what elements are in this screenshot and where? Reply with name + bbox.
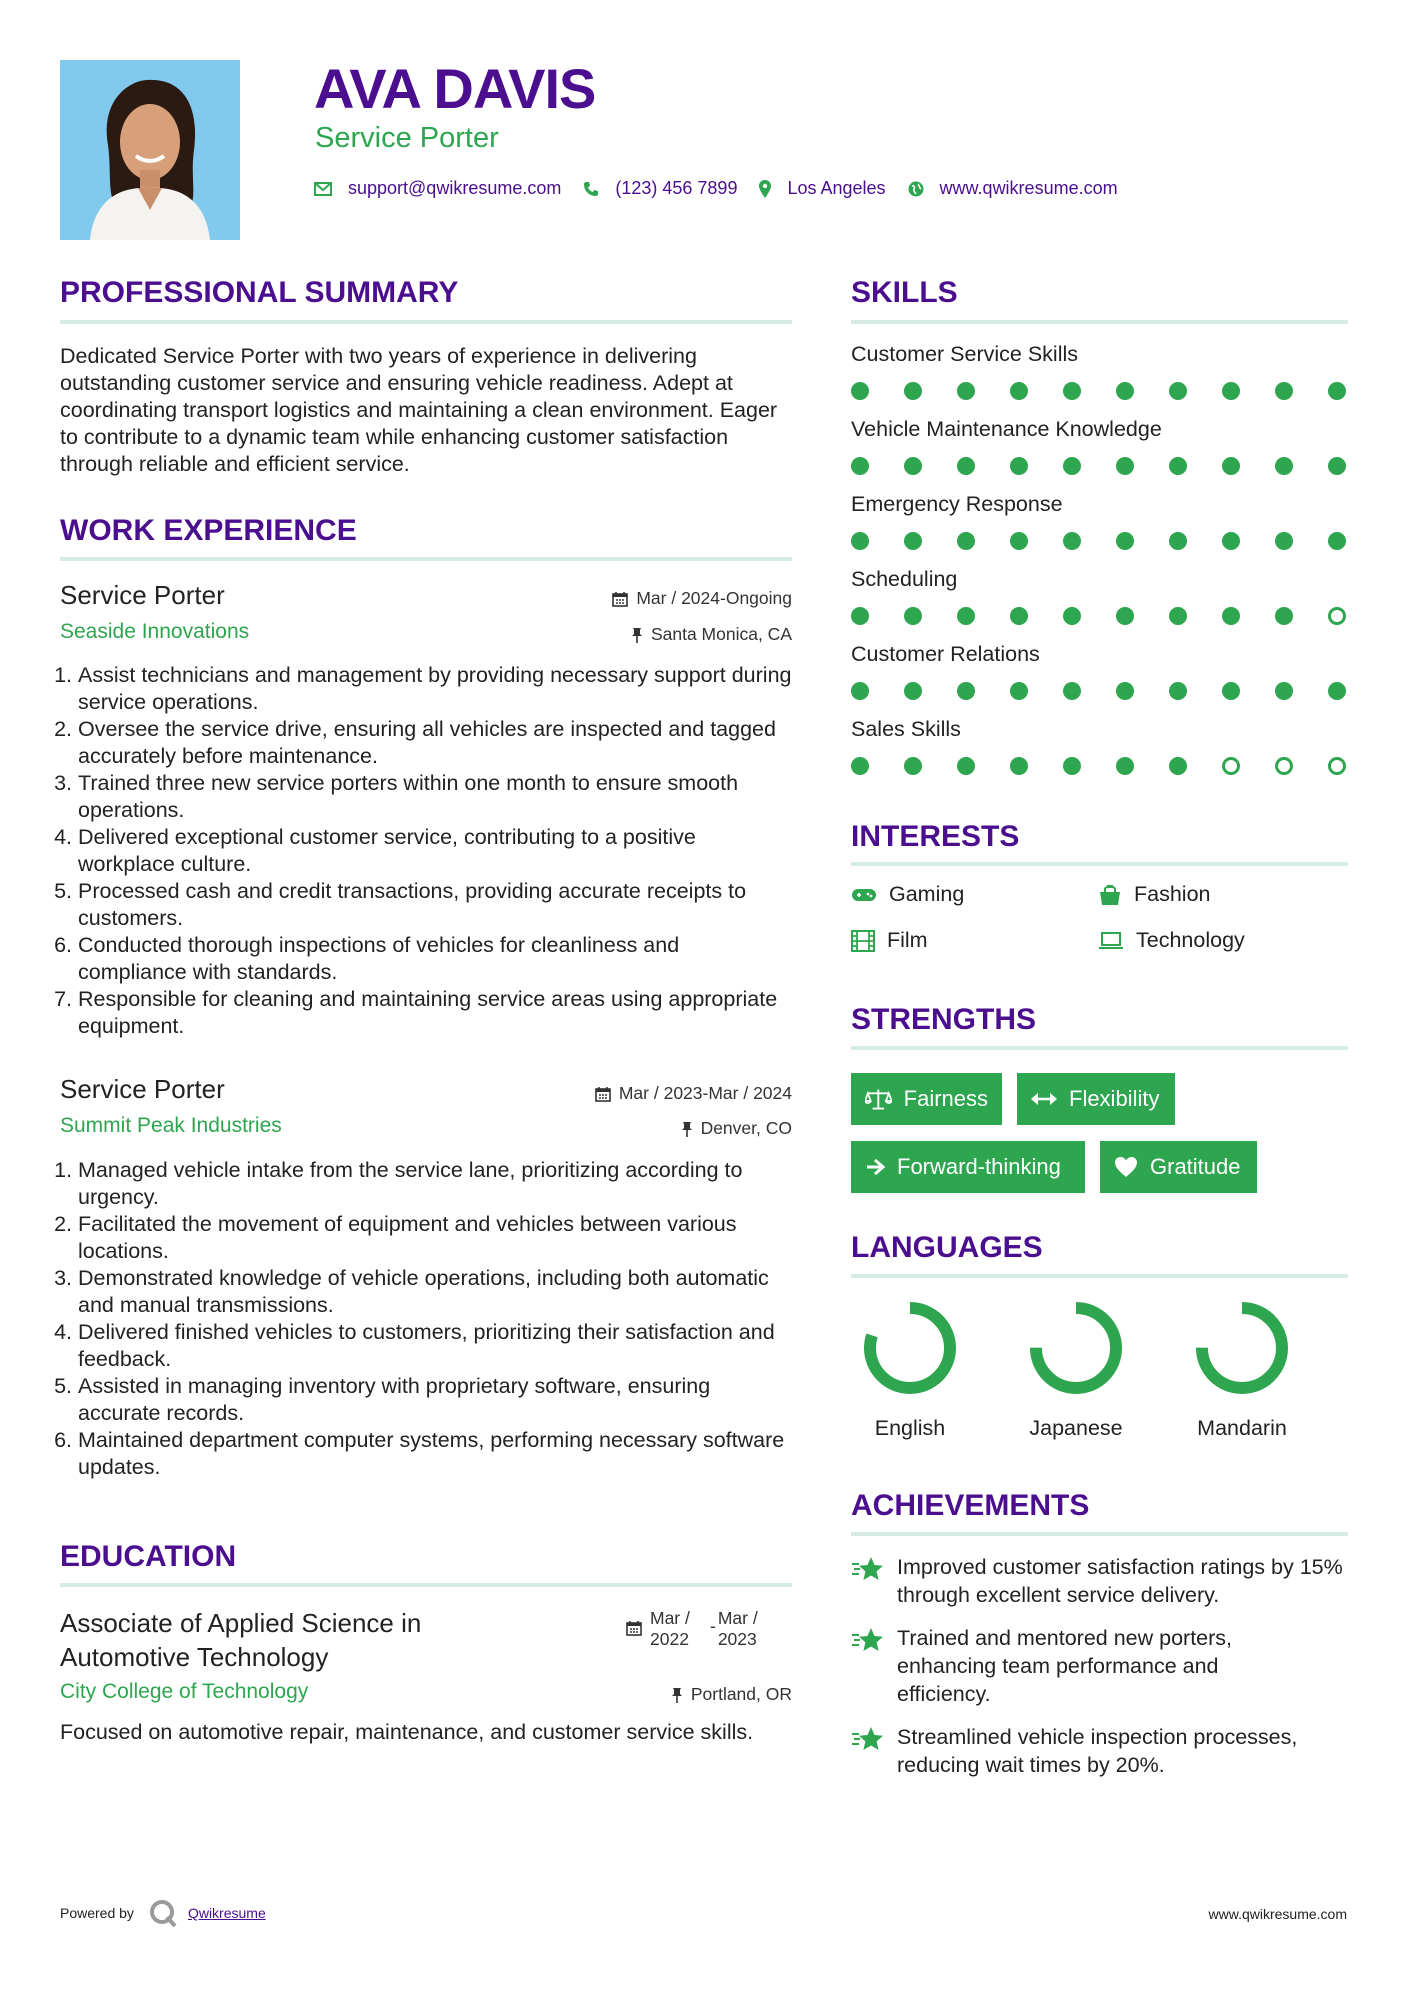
star-achievement-icon [851, 1626, 885, 1654]
rating-dot-filled [1222, 382, 1240, 400]
education-start: Mar / 2022 [650, 1608, 690, 1649]
shopping-bag-icon [1098, 884, 1122, 906]
contact-email[interactable] [314, 178, 561, 199]
rating-dot-filled [1116, 382, 1134, 400]
rating-dot-filled [1010, 457, 1028, 475]
rating-dot-filled [1222, 532, 1240, 550]
rating-dot-empty [1328, 607, 1346, 625]
rating-dot-filled [1116, 757, 1134, 775]
languages-heading: LANGUAGES [851, 1231, 1043, 1264]
interest-fashion [1098, 882, 1211, 907]
language-proficiency-ring [840, 1300, 980, 1400]
job-company: Summit Peak Industries [60, 1114, 282, 1137]
education-end: Mar / 2023 [717, 1608, 758, 1649]
globe-icon [908, 181, 924, 197]
rating-dot-filled [1063, 457, 1081, 475]
job-location [440, 624, 792, 645]
skill-rating [851, 757, 1346, 775]
rating-dot-filled [1275, 457, 1293, 475]
calendar-icon [595, 1086, 611, 1102]
job-location [440, 1118, 792, 1139]
rating-dot-filled [1275, 607, 1293, 625]
interests-divider [851, 862, 1348, 866]
job-location-text: Denver, CO [700, 1118, 792, 1138]
calendar-icon [612, 591, 628, 607]
contact-website[interactable] [908, 178, 1118, 199]
list-item: 1. Assist technicians and management by providing necessary support during service operations. [78, 662, 792, 716]
website-text: www.qwikresume.com [939, 178, 1118, 198]
rating-dot-filled [904, 532, 922, 550]
achievement-item [851, 1723, 1348, 1779]
job-title: Service Porter [60, 1074, 225, 1104]
achievement-item [851, 1624, 1348, 1708]
job-dates-text: Mar / 2023-Mar / 2024 [618, 1083, 792, 1103]
rating-dot-filled [1116, 532, 1134, 550]
candidate-title: Service Porter [315, 122, 499, 154]
candidate-name: AVA DAVIS [314, 57, 596, 120]
rating-dot-filled [851, 757, 869, 775]
list-item: 6. Maintained department computer systems, performing necessary software updates. [78, 1427, 792, 1481]
qwikresume-logo-icon [148, 1898, 178, 1928]
balance-scale-icon [865, 1087, 892, 1111]
achievement-text: Improved customer satisfaction ratings by 15% through excellent service delivery. [897, 1555, 1343, 1607]
rating-dot-filled [1275, 682, 1293, 700]
rating-dot-filled [1275, 382, 1293, 400]
skill-name: Sales Skills [851, 717, 961, 741]
footer-branding [60, 1898, 266, 1928]
rating-dot-filled [904, 382, 922, 400]
skill-name: Scheduling [851, 567, 958, 591]
phone-text: (123) 456 7899 [615, 178, 738, 198]
rating-dot-empty [1328, 757, 1346, 775]
school-name: City College of Technology [60, 1680, 309, 1703]
strength-label: Forward-thinking [897, 1154, 1061, 1179]
map-marker-icon [759, 180, 771, 198]
strengths-heading: STRENGTHS [851, 1003, 1037, 1036]
strength-label: Gratitude [1150, 1154, 1241, 1179]
job-duties-list [60, 662, 792, 1040]
gamepad-icon [851, 887, 877, 903]
language-item [1172, 1300, 1312, 1441]
list-item: 2. Oversee the service drive, ensuring all vehicles are inspected and tagged accurately before maintenance. [78, 716, 792, 770]
film-icon [851, 930, 875, 952]
rating-dot-filled [957, 757, 975, 775]
rating-dot-filled [904, 682, 922, 700]
rating-dot-filled [904, 757, 922, 775]
achievement-item [851, 1553, 1348, 1609]
rating-dot-filled [957, 382, 975, 400]
star-achievement-icon [851, 1725, 885, 1753]
heart-icon [1114, 1156, 1138, 1178]
powered-by-text: Powered by [60, 1905, 134, 1921]
rating-dot-filled [1328, 532, 1346, 550]
rating-dot-filled [1063, 382, 1081, 400]
experience-divider [60, 557, 792, 561]
contact-location [759, 178, 885, 199]
rating-dot-filled [851, 382, 869, 400]
rating-dot-filled [1010, 532, 1028, 550]
rating-dot-filled [1116, 457, 1134, 475]
profile-photo [60, 60, 240, 240]
skill-rating [851, 457, 1346, 475]
language-name: Japanese [1029, 1416, 1123, 1440]
rating-dot-filled [1063, 757, 1081, 775]
rating-dot-filled [851, 607, 869, 625]
interest-label: Fashion [1134, 882, 1211, 906]
list-item: 7. Responsible for cleaning and maintaining service areas using appropriate equipment. [78, 986, 792, 1040]
strength-fairness [851, 1073, 1002, 1125]
rating-dot-filled [957, 607, 975, 625]
achievements-divider [851, 1532, 1348, 1536]
arrow-right-icon [865, 1157, 885, 1177]
language-name: Mandarin [1197, 1416, 1287, 1440]
degree-title: Associate of Applied Science in Automotive Technology [60, 1608, 422, 1672]
strength-label: Flexibility [1069, 1086, 1160, 1111]
job-dates [440, 588, 792, 609]
skills-divider [851, 320, 1348, 324]
rating-dot-filled [1116, 682, 1134, 700]
rating-dot-filled [1010, 757, 1028, 775]
experience-heading: WORK EXPERIENCE [60, 514, 357, 547]
rating-dot-empty [1222, 757, 1240, 775]
skill-name: Customer Service Skills [851, 342, 1078, 366]
education-location [440, 1684, 792, 1705]
rating-dot-filled [1328, 682, 1346, 700]
interest-technology [1098, 928, 1245, 953]
brand-link[interactable]: Qwikresume [187, 1905, 266, 1921]
strengths-divider [851, 1046, 1348, 1050]
job-duties-list [60, 1157, 792, 1481]
achievement-text: Trained and mentored new porters, enhancing team performance and efficiency. [897, 1626, 1233, 1706]
interest-label: Film [887, 928, 928, 952]
rating-dot-filled [1116, 607, 1134, 625]
rating-dot-filled [851, 682, 869, 700]
pin-icon [681, 1121, 693, 1137]
arrows-horizontal-icon [1031, 1092, 1057, 1106]
rating-dot-filled [1169, 457, 1187, 475]
rating-dot-filled [1010, 607, 1028, 625]
skills-heading: SKILLS [851, 276, 958, 309]
list-item: 4. Delivered exceptional customer service, contributing to a positive workplace culture. [78, 824, 792, 878]
calendar-icon [626, 1620, 642, 1636]
email-text: support@qwikresume.com [348, 178, 562, 198]
summary-divider [60, 320, 792, 324]
rating-dot-filled [1169, 532, 1187, 550]
laptop-icon [1098, 932, 1124, 950]
rating-dot-filled [1222, 607, 1240, 625]
rating-dot-filled [957, 532, 975, 550]
education-heading: EDUCATION [60, 1540, 237, 1573]
education-description: Focused on automotive repair, maintenance, and customer service skills. [60, 1720, 754, 1744]
phone-icon [583, 181, 599, 197]
skill-rating [851, 382, 1346, 400]
rating-dot-filled [1275, 532, 1293, 550]
job-title: Service Porter [60, 580, 225, 610]
list-item: 5. Processed cash and credit transactions, providing accurate receipts to customers. [78, 878, 792, 932]
skill-rating [851, 532, 1346, 550]
interest-gaming [851, 882, 964, 907]
language-proficiency-ring [1172, 1300, 1312, 1400]
rating-dot-empty [1275, 757, 1293, 775]
job-location-text: Santa Monica, CA [650, 624, 792, 644]
job-dates [440, 1083, 792, 1104]
strength-gratitude [1100, 1141, 1257, 1193]
strength-forward-thinking [851, 1141, 1085, 1193]
language-proficiency-ring [1006, 1300, 1146, 1400]
strength-flexibility [1017, 1073, 1175, 1125]
star-achievement-icon [851, 1555, 885, 1583]
education-date-dash: - [710, 1616, 716, 1636]
rating-dot-filled [1169, 607, 1187, 625]
education-dates [626, 1608, 770, 1650]
interest-label: Gaming [889, 882, 965, 906]
list-item: 3. Demonstrated knowledge of vehicle operations, including both automatic and manual transmissions. [78, 1265, 792, 1319]
language-level-arc [1036, 1308, 1116, 1388]
summary-text: Dedicated Service Porter with two years of experience in delivering outstanding customer service and ensuring vehicle readiness. Adept at coordinating transport logistics and maintaining a clean environment. Eager to contribute to a dynamic team while enhancing customer satisfaction through reliable and efficient service. [60, 344, 778, 476]
rating-dot-filled [1063, 532, 1081, 550]
language-item [840, 1300, 980, 1441]
rating-dot-filled [1328, 382, 1346, 400]
job-company: Seaside Innovations [60, 620, 250, 643]
summary-heading: PROFESSIONAL SUMMARY [60, 276, 459, 309]
interests-heading: INTERESTS [851, 820, 1020, 853]
skill-rating [851, 607, 1346, 625]
rating-dot-filled [957, 457, 975, 475]
list-item: 5. Assisted in managing inventory with proprietary software, ensuring accurate records. [78, 1373, 792, 1427]
skill-name: Customer Relations [851, 642, 1040, 666]
interest-film [851, 928, 928, 953]
skill-name: Vehicle Maintenance Knowledge [851, 417, 1162, 441]
job-dates-text: Mar / 2024-Ongoing [636, 588, 792, 608]
rating-dot-filled [1063, 607, 1081, 625]
rating-dot-filled [1010, 382, 1028, 400]
rating-dot-filled [1169, 682, 1187, 700]
list-item: 4. Delivered finished vehicles to customers, prioritizing their satisfaction and feedback. [78, 1319, 792, 1373]
skill-name: Emergency Response [851, 492, 1063, 516]
rating-dot-filled [1063, 682, 1081, 700]
rating-dot-filled [957, 682, 975, 700]
pin-icon [671, 1687, 683, 1703]
list-item: 6. Conducted thorough inspections of vehicles for cleanliness and compliance with standards. [78, 932, 792, 986]
language-level-arc [870, 1308, 950, 1388]
contact-row [314, 178, 1140, 199]
rating-dot-filled [904, 457, 922, 475]
rating-dot-filled [1010, 682, 1028, 700]
list-item: 1. Managed vehicle intake from the service lane, prioritizing according to urgency. [78, 1157, 792, 1211]
achievements-heading: ACHIEVEMENTS [851, 1489, 1090, 1522]
education-divider [60, 1583, 792, 1587]
rating-dot-filled [1222, 457, 1240, 475]
language-item [1006, 1300, 1146, 1441]
pin-icon [631, 627, 643, 643]
rating-dot-filled [904, 607, 922, 625]
language-level-arc [1202, 1308, 1282, 1388]
list-item: 2. Facilitated the movement of equipment and vehicles between various locations. [78, 1211, 792, 1265]
interest-label: Technology [1136, 928, 1245, 952]
rating-dot-filled [851, 532, 869, 550]
footer-website[interactable]: www.qwikresume.com [1208, 1906, 1347, 1922]
languages-divider [851, 1274, 1348, 1278]
strength-label: Fairness [903, 1086, 988, 1111]
education-location-text: Portland, OR [690, 1684, 792, 1704]
list-item: 3. Trained three new service porters within one month to ensure smooth operations. [78, 770, 792, 824]
skill-rating [851, 682, 1346, 700]
rating-dot-filled [1169, 382, 1187, 400]
rating-dot-filled [1169, 757, 1187, 775]
rating-dot-filled [851, 457, 869, 475]
rating-dot-filled [1222, 682, 1240, 700]
rating-dot-filled [1328, 457, 1346, 475]
contact-phone[interactable] [583, 178, 737, 199]
location-text: Los Angeles [787, 178, 886, 198]
achievement-text: Streamlined vehicle inspection processes, reducing wait times by 20%. [897, 1725, 1298, 1777]
language-name: English [874, 1416, 946, 1440]
envelope-icon [314, 182, 332, 196]
